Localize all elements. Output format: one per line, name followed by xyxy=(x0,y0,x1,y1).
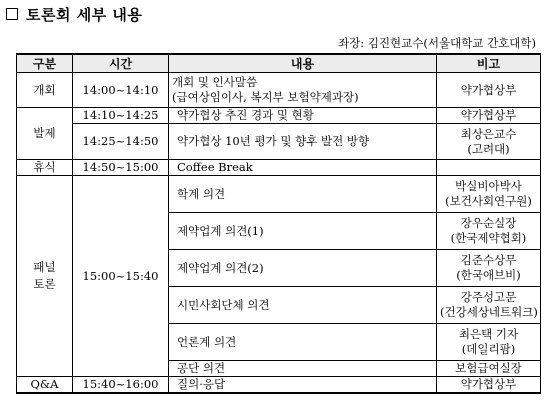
note-line-2: (한국제약협회) xyxy=(450,231,527,245)
note-cell xyxy=(437,213,541,250)
time-cell: 14:10~14:25 xyxy=(73,108,169,124)
time-cell: 15:00~15:40 xyxy=(73,176,169,377)
note-cell xyxy=(437,124,541,160)
content-cell: 질의·응답 xyxy=(169,377,437,394)
table-row xyxy=(17,124,541,160)
section-title-text: 토론회 세부 내용 xyxy=(26,5,143,24)
note-cell: 약가협상부 xyxy=(437,377,541,394)
content-cell: 학계 의견 xyxy=(169,176,437,213)
note-cell xyxy=(437,324,541,361)
program-table xyxy=(16,53,541,394)
note-line: 강주성고문 xyxy=(460,290,517,304)
note-line-2: (한국애브비) xyxy=(456,268,521,282)
header-note: 비고 xyxy=(437,54,541,73)
note-line: 장우순실장 xyxy=(460,216,517,230)
note-line: 김준수상무 xyxy=(460,253,517,267)
section-cell: Q&A xyxy=(17,377,73,394)
time-cell: 15:40~16:00 xyxy=(73,377,169,394)
note-line: 최상은교수 xyxy=(460,126,517,141)
note-cell xyxy=(437,250,541,287)
section-cell: 개회 xyxy=(17,73,73,108)
content-cell: Coffee Break xyxy=(169,160,437,176)
table-row xyxy=(17,176,541,213)
note-cell: 약가협상부 xyxy=(437,73,541,108)
content-cell: 제약업계 의견(2) xyxy=(169,250,437,287)
section-cell: 패널 토론 xyxy=(17,176,73,377)
note-line-2: (데일리팜) xyxy=(461,342,516,356)
note-line-2: (건강세상네트워크) xyxy=(440,305,538,319)
table-row xyxy=(17,108,541,124)
header-content: 내용 xyxy=(169,54,437,73)
chair-info: 좌장: 김진현교수(서울대학교 간호대학) xyxy=(338,36,536,50)
time-cell: 14:50~15:00 xyxy=(73,160,169,176)
note-line-2: (보건사회연구원) xyxy=(445,194,532,208)
header-row xyxy=(17,54,541,73)
time-cell: 14:25~14:50 xyxy=(73,124,169,160)
table-row xyxy=(17,73,541,108)
content-cell: 제약업계 의견(1) xyxy=(169,213,437,250)
note-line-2: (고려대) xyxy=(467,141,510,156)
note-line: 최은택 기자 xyxy=(458,327,519,341)
content-cell xyxy=(169,73,437,108)
header-time: 시간 xyxy=(73,54,169,73)
note-cell xyxy=(437,287,541,324)
content-cell: 시민사회단체 의견 xyxy=(169,287,437,324)
content-line: 개회 및 인사말씀 xyxy=(172,75,258,89)
content-cell: 약가협상 추진 경과 및 현황 xyxy=(169,108,437,124)
section-cell: 발제 xyxy=(17,108,73,160)
table-row xyxy=(17,377,541,394)
content-cell: 약가협상 10년 평가 및 향후 발전 방향 xyxy=(169,124,437,160)
content-cell: 언론계 의견 xyxy=(169,324,437,361)
content-line-2: (급여상임이사, 복지부 보험약제과장) xyxy=(172,90,359,104)
note-line: 박실비아박사 xyxy=(455,179,522,193)
header-section: 구분 xyxy=(17,54,73,73)
checkbox-square-icon xyxy=(6,8,18,20)
section-title xyxy=(6,4,142,24)
time-cell: 14:00~14:10 xyxy=(73,73,169,108)
note-cell xyxy=(437,176,541,213)
note-cell: 보험급여실장 xyxy=(437,361,541,377)
note-cell: 약가협상부 xyxy=(437,108,541,124)
note-cell xyxy=(437,160,541,176)
content-cell: 공단 의견 xyxy=(169,361,437,377)
table-row xyxy=(17,160,541,176)
section-cell: 휴식 xyxy=(17,160,73,176)
